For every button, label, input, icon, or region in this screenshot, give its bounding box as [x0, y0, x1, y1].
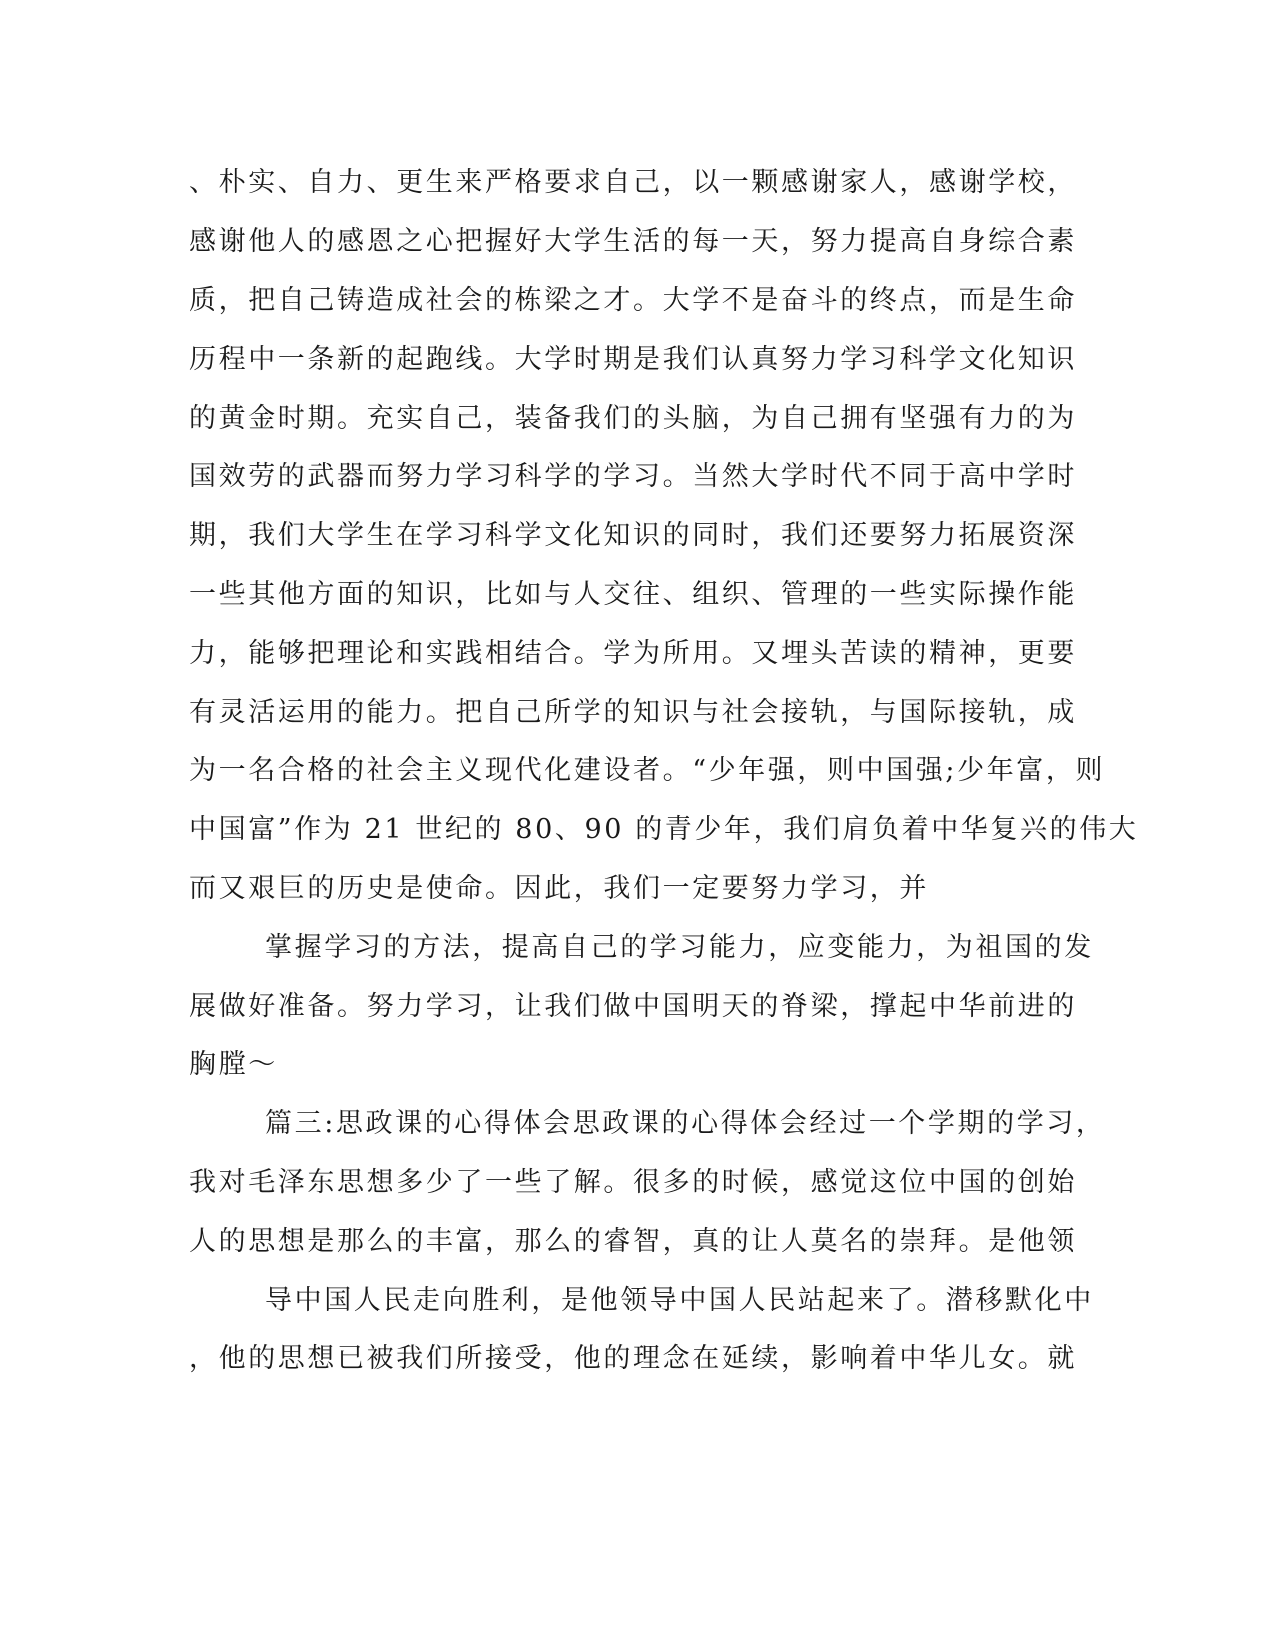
text-line: 展做好准备。努力学习，让我们做中国明天的脊梁，撑起中华前进的	[189, 991, 1077, 1022]
text-line: 的黄金时期。充实自己，装备我们的头脑，为自己拥有坚强有力的为	[189, 403, 1077, 434]
paragraph-start-line: 导中国人民走向胜利，是他领导中国人民站起来了。潜移默化中	[265, 1285, 1094, 1316]
text-line: ，他的思想已被我们所接受，他的理念在延续，影响着中华儿女。就	[189, 1343, 1077, 1374]
text-line: 而又艰巨的历史是使命。因此，我们一定要努力学习，并	[189, 873, 929, 904]
text-line: 为一名合格的社会主义现代化建设者。“少年强，则中国强;少年富，则	[189, 755, 1106, 786]
text-line: 历程中一条新的起跑线。大学时期是我们认真努力学习科学文化知识	[189, 344, 1077, 375]
text-line: 人的思想是那么的丰富，那么的睿智，真的让人莫名的崇拜。是他领	[189, 1226, 1077, 1257]
text-line: 中国富”作为 21 世纪的 80、90 的青少年，我们肩负着中华复兴的伟大	[189, 814, 1139, 845]
text-line: 国效劳的武器而努力学习科学的学习。当然大学时代不同于高中学时	[189, 461, 1077, 492]
text-line: 胸膛～	[189, 1049, 278, 1080]
text-line: 我对毛泽东思想多少了一些了解。很多的时候，感觉这位中国的创始	[189, 1167, 1077, 1198]
text-line: 有灵活运用的能力。把自己所学的知识与社会接轨，与国际接轨，成	[189, 697, 1077, 728]
text-line: 质，把自己铸造成社会的栋梁之才。大学不是奋斗的终点，而是生命	[189, 285, 1077, 316]
text-line: 一些其他方面的知识，比如与人交往、组织、管理的一些实际操作能	[189, 579, 1077, 610]
text-line: 、朴实、自力、更生来严格要求自己，以一颗感谢家人，感谢学校，	[189, 167, 1077, 198]
text-line: 力，能够把理论和实践相结合。学为所用。又埋头苦读的精神，更要	[189, 638, 1077, 669]
text-line: 感谢他人的感恩之心把握好大学生活的每一天，努力提高自身综合素	[189, 226, 1077, 257]
text-line: 期，我们大学生在学习科学文化知识的同时，我们还要努力拓展资深	[189, 520, 1077, 551]
paragraph-start-line: 掌握学习的方法，提高自己的学习能力，应变能力，为祖国的发	[265, 932, 1094, 963]
section-heading-line: 篇三:思政课的心得体会思政课的心得体会经过一个学期的学习，	[265, 1108, 1106, 1139]
